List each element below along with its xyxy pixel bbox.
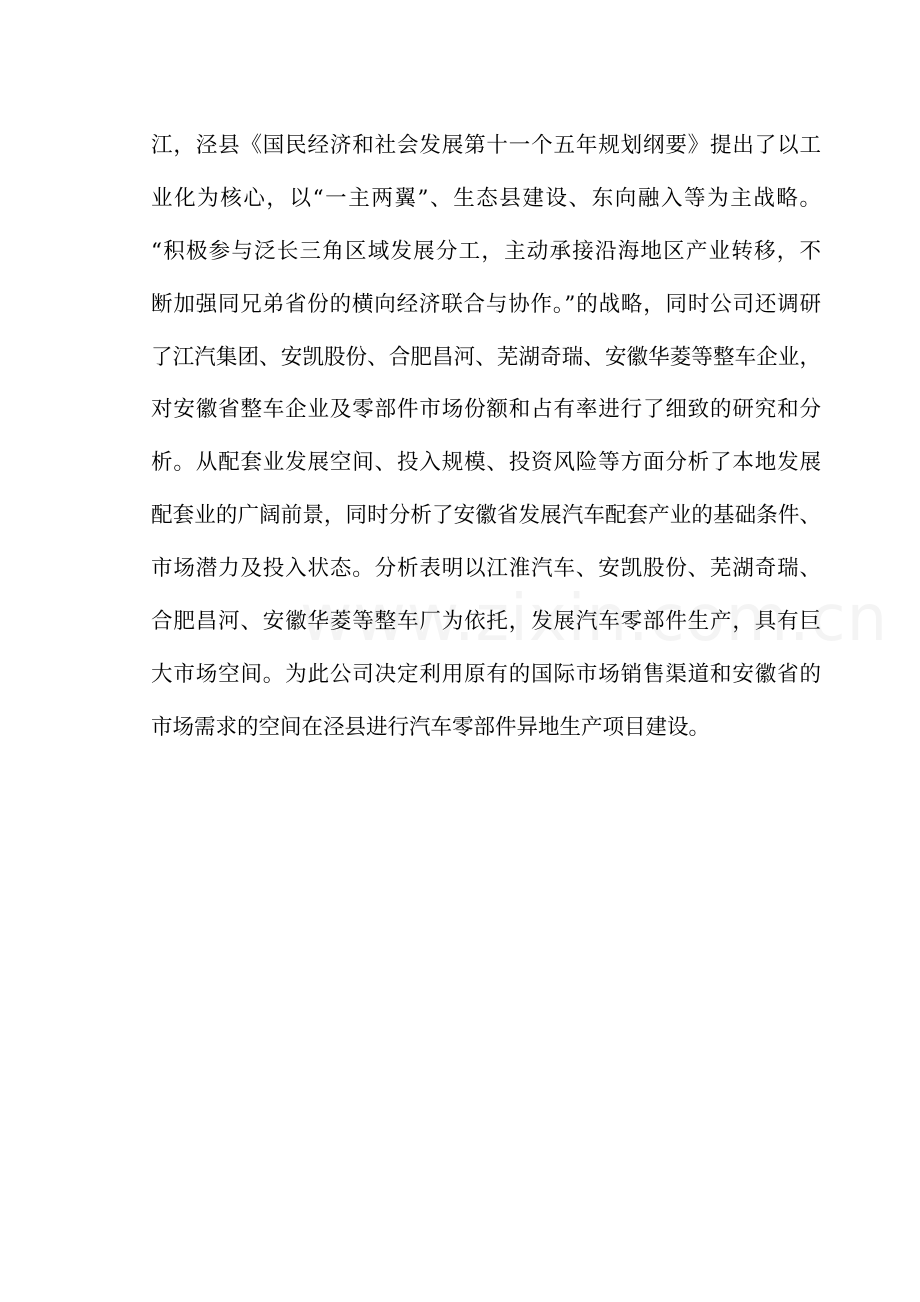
text-line: 了江汽集团、安凯股份、合肥昌河、芜湖奇瑞、安徽华菱等整车企业，	[151, 344, 821, 370]
text-line: 江，泾县《国民经济和社会发展第十一个五年规划纲要》提出了以工	[151, 133, 821, 158]
text-line: 市场潜力及投入状态。分析表明以江淮汽车、安凯股份、芜湖奇瑞、	[151, 556, 821, 582]
text-line: 合肥昌河、安徽华菱等整车厂为依托，发展汽车零部件生产，具有巨	[151, 609, 821, 635]
text-line: 析。从配套业发展空间、投入规模、投资风险等方面分析了本地发展	[151, 450, 821, 476]
text-line: 配套业的广阔前景，同时分析了安徽省发展汽车配套产业的基础条件、	[151, 503, 821, 529]
body-paragraph	[151, 124, 821, 759]
text-line: 断加强同兄弟省份的横向经济联合与协作。”的战略，同时公司还调研	[151, 291, 821, 317]
text-line: 业化为核心，以“一主两翼”、生态县建设、东向融入等为主战略。	[151, 185, 821, 211]
text-line: 对安徽省整车企业及零部件市场份额和占有率进行了细致的研究和分	[151, 397, 821, 423]
text-line: 市场需求的空间在泾县进行汽车零部件异地生产项目建设。	[151, 714, 711, 740]
text-line: “积极参与泛长三角区域发展分工，主动承接沿海地区产业转移，不	[151, 238, 821, 264]
text-line: 大市场空间。为此公司决定利用原有的国际市场销售渠道和安徽省的	[151, 661, 821, 687]
